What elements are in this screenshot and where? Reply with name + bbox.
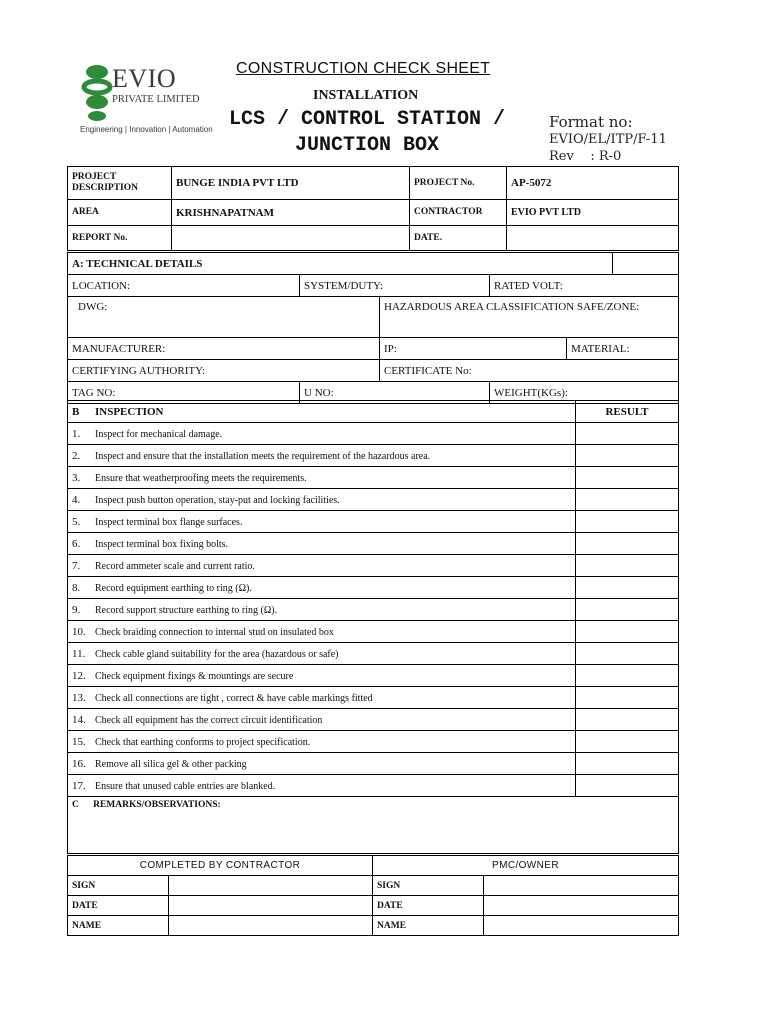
inspection-item bbox=[68, 621, 576, 643]
weight-field[interactable]: WEIGHT(KGs): bbox=[490, 382, 679, 404]
inspection-result-cell[interactable] bbox=[576, 643, 679, 665]
system-duty-field[interactable]: SYSTEM/DUTY: bbox=[300, 275, 490, 297]
inspection-item-text: Check all equipment has the correct circuit identification bbox=[95, 714, 323, 726]
inspection-item-text: Record ammeter scale and current ratio. bbox=[95, 560, 255, 572]
inspection-result-cell[interactable] bbox=[576, 423, 679, 445]
u-no-field[interactable]: U NO: bbox=[300, 382, 490, 404]
report-no-value[interactable] bbox=[172, 226, 410, 251]
material-field[interactable]: MATERIAL: bbox=[567, 338, 679, 360]
technical-title-blank bbox=[613, 253, 679, 275]
inspection-item-number: 5. bbox=[72, 515, 81, 528]
inspection-row bbox=[68, 555, 679, 577]
contractor-sign-field[interactable] bbox=[169, 876, 373, 896]
inspection-row bbox=[68, 489, 679, 511]
technical-details-title: A: TECHNICAL DETAILS bbox=[68, 253, 613, 275]
inspection-item-text: Check braiding connection to internal stud on insulated box bbox=[95, 626, 334, 638]
inspection-row bbox=[68, 577, 679, 599]
hazardous-area-field[interactable]: HAZARDOUS AREA CLASSIFICATION SAFE/ZONE: bbox=[380, 297, 679, 338]
remarks-field[interactable]: C REMARKS/OBSERVATIONS: bbox=[68, 797, 679, 854]
inspection-item-number: 13. bbox=[72, 691, 86, 704]
area-label: AREA bbox=[68, 200, 172, 226]
inspection-item-text: Check that earthing conforms to project specification. bbox=[95, 736, 311, 748]
contractor-label: CONTRACTOR bbox=[410, 200, 507, 226]
inspection-item-text: Record support structure earthing to ring (Ω). bbox=[95, 604, 278, 616]
inspection-row bbox=[68, 643, 679, 665]
manufacturer-field[interactable]: MANUFACTURER: bbox=[68, 338, 380, 360]
inspection-item-text: Record equipment earthing to ring (Ω). bbox=[95, 582, 252, 594]
inspection-item-text: Inspect push button operation, stay-put and locking facilities. bbox=[95, 494, 340, 506]
completed-by-contractor-heading: COMPLETED BY CONTRACTOR bbox=[68, 856, 373, 876]
project-no-value[interactable]: AP-5072 bbox=[507, 167, 679, 200]
inspection-item bbox=[68, 533, 576, 555]
inspection-row bbox=[68, 533, 679, 555]
certificate-no-field[interactable]: CERTIFICATE No: bbox=[380, 360, 679, 382]
tag-no-field[interactable]: TAG NO: bbox=[68, 382, 300, 404]
area-value[interactable]: KRISHNAPATNAM bbox=[172, 200, 410, 226]
inspection-item bbox=[68, 467, 576, 489]
inspection-row bbox=[68, 775, 679, 797]
inspection-item-number: 8. bbox=[72, 581, 81, 594]
document-title: CONSTRUCTION CHECK SHEET bbox=[236, 60, 491, 77]
inspection-item-number: 12. bbox=[72, 669, 86, 682]
inspection-row bbox=[68, 731, 679, 753]
heading-line-1: LCS / CONTROL STATION / bbox=[228, 108, 506, 131]
inspection-item bbox=[68, 665, 576, 687]
inspection-item bbox=[68, 599, 576, 621]
project-no-label: PROJECT No. bbox=[410, 167, 507, 200]
inspection-row bbox=[68, 753, 679, 775]
technical-details-table bbox=[67, 252, 679, 404]
inspection-item bbox=[68, 709, 576, 731]
inspection-item bbox=[68, 775, 576, 797]
inspection-row bbox=[68, 709, 679, 731]
inspection-item-number: 15. bbox=[72, 735, 86, 748]
inspection-item bbox=[68, 489, 576, 511]
inspection-row bbox=[68, 467, 679, 489]
rated-volt-field[interactable]: RATED VOLT: bbox=[490, 275, 679, 297]
format-block bbox=[549, 114, 667, 165]
format-rev: Rev : R-0 bbox=[549, 149, 622, 164]
inspection-item-number: 2. bbox=[72, 449, 81, 462]
inspection-item-text: Check cable gland suitability for the area (hazardous or safe) bbox=[95, 648, 339, 660]
inspection-item-number: 14. bbox=[72, 713, 86, 726]
inspection-item bbox=[68, 731, 576, 753]
inspection-item-text: Inspect terminal box flange surfaces. bbox=[95, 516, 243, 528]
inspection-item-number: 7. bbox=[72, 559, 81, 572]
owner-sign-field[interactable] bbox=[484, 876, 679, 896]
inspection-item-text: Ensure that weatherproofing meets the requirements. bbox=[95, 472, 307, 484]
inspection-item bbox=[68, 445, 576, 467]
inspection-item-text: Inspect terminal box fixing bolts. bbox=[95, 538, 229, 550]
heading-line-2: JUNCTION BOX bbox=[294, 134, 440, 157]
inspection-result-cell[interactable] bbox=[576, 687, 679, 709]
document-heading bbox=[222, 107, 512, 159]
inspection-row bbox=[68, 665, 679, 687]
date-label: DATE. bbox=[410, 226, 507, 251]
inspection-item-number: 11. bbox=[72, 647, 86, 660]
inspection-item bbox=[68, 643, 576, 665]
inspection-item-number: 1. bbox=[72, 427, 81, 440]
dwg-field[interactable]: DWG: bbox=[68, 297, 380, 338]
inspection-item bbox=[68, 577, 576, 599]
signoff-table bbox=[67, 855, 679, 936]
date-value[interactable] bbox=[507, 226, 679, 251]
inspection-row bbox=[68, 445, 679, 467]
inspection-item bbox=[68, 753, 576, 775]
inspection-item bbox=[68, 423, 576, 445]
contractor-name-field[interactable] bbox=[169, 916, 373, 936]
inspection-item-text: Inspect for mechanical damage. bbox=[95, 428, 223, 440]
inspection-item-text: Check all connections are tight , correct & have cable markings fitted bbox=[95, 692, 373, 704]
inspection-heading bbox=[68, 401, 576, 423]
inspection-item bbox=[68, 555, 576, 577]
inspection-item-text: Inspect and ensure that the installation meets the requirement of the hazardous area. bbox=[95, 450, 431, 462]
format-code: EVIO/EL/ITP/F-11 bbox=[549, 132, 667, 147]
inspection-title: INSPECTION bbox=[95, 405, 164, 418]
inspection-item-number: 16. bbox=[72, 757, 86, 770]
logo-name: EVIO bbox=[112, 64, 177, 93]
owner-date-label: DATE bbox=[373, 896, 484, 916]
pmc-owner-heading: PMC/OWNER bbox=[373, 856, 679, 876]
contractor-date-field[interactable] bbox=[169, 896, 373, 916]
project-description-value[interactable]: BUNGE INDIA PVT LTD bbox=[172, 167, 410, 200]
inspection-result-cell[interactable] bbox=[576, 753, 679, 775]
inspection-row bbox=[68, 511, 679, 533]
inspection-item-number: 3. bbox=[72, 471, 81, 484]
contractor-name-label: NAME bbox=[68, 916, 169, 936]
inspection-item-text: Ensure that unused cable entries are blanked. bbox=[95, 780, 276, 792]
inspection-letter: B bbox=[72, 405, 80, 418]
inspection-row bbox=[68, 599, 679, 621]
contractor-sign-label: SIGN bbox=[68, 876, 169, 896]
certifying-authority-field[interactable]: CERTIFYING AUTHORITY: bbox=[68, 360, 380, 382]
inspection-table bbox=[67, 400, 679, 854]
inspection-item bbox=[68, 511, 576, 533]
contractor-date-label: DATE bbox=[68, 896, 169, 916]
owner-sign-label: SIGN bbox=[373, 876, 484, 896]
inspection-result-cell[interactable] bbox=[576, 445, 679, 467]
owner-date-field[interactable] bbox=[484, 896, 679, 916]
inspection-item-text: Check equipment fixings & mountings are secure bbox=[95, 670, 294, 682]
inspection-result-cell[interactable] bbox=[576, 511, 679, 533]
project-description-label: PROJECT DESCRIPTION bbox=[68, 167, 172, 200]
inspection-result-cell[interactable] bbox=[576, 709, 679, 731]
inspection-item bbox=[68, 687, 576, 709]
ip-field[interactable]: IP: bbox=[380, 338, 567, 360]
inspection-result-cell[interactable] bbox=[576, 467, 679, 489]
inspection-row bbox=[68, 423, 679, 445]
inspection-result-cell[interactable] bbox=[576, 621, 679, 643]
inspection-result-cell[interactable] bbox=[576, 489, 679, 511]
owner-name-label: NAME bbox=[373, 916, 484, 936]
contractor-value[interactable]: EVIO PVT LTD bbox=[507, 200, 679, 226]
inspection-item-number: 9. bbox=[72, 603, 81, 616]
logo-subtitle: PRIVATE LIMITED bbox=[112, 94, 200, 105]
inspection-item-number: 4. bbox=[72, 493, 81, 506]
inspection-result-cell[interactable] bbox=[576, 555, 679, 577]
report-no-label: REPORT No. bbox=[68, 226, 172, 251]
inspection-result-cell[interactable] bbox=[576, 599, 679, 621]
inspection-item-text: Remove all silica gel & other packing bbox=[95, 758, 247, 770]
inspection-item-number: 17. bbox=[72, 779, 86, 792]
format-label: Format no: bbox=[549, 113, 633, 131]
document-subtitle: INSTALLATION bbox=[313, 88, 419, 103]
inspection-result-cell[interactable] bbox=[576, 731, 679, 753]
result-heading: RESULT bbox=[576, 401, 679, 423]
project-header-table bbox=[67, 166, 679, 251]
inspection-result-cell[interactable] bbox=[576, 577, 679, 599]
inspection-result-cell[interactable] bbox=[576, 533, 679, 555]
inspection-result-cell[interactable] bbox=[576, 665, 679, 687]
inspection-row bbox=[68, 687, 679, 709]
inspection-result-cell[interactable] bbox=[576, 775, 679, 797]
inspection-item-number: 6. bbox=[72, 537, 81, 550]
logo-tagline: Engineering | Innovation | Automation bbox=[80, 125, 213, 134]
inspection-item-number: 10. bbox=[72, 625, 86, 638]
location-field[interactable]: LOCATION: bbox=[68, 275, 300, 297]
owner-name-field[interactable] bbox=[484, 916, 679, 936]
inspection-row bbox=[68, 621, 679, 643]
